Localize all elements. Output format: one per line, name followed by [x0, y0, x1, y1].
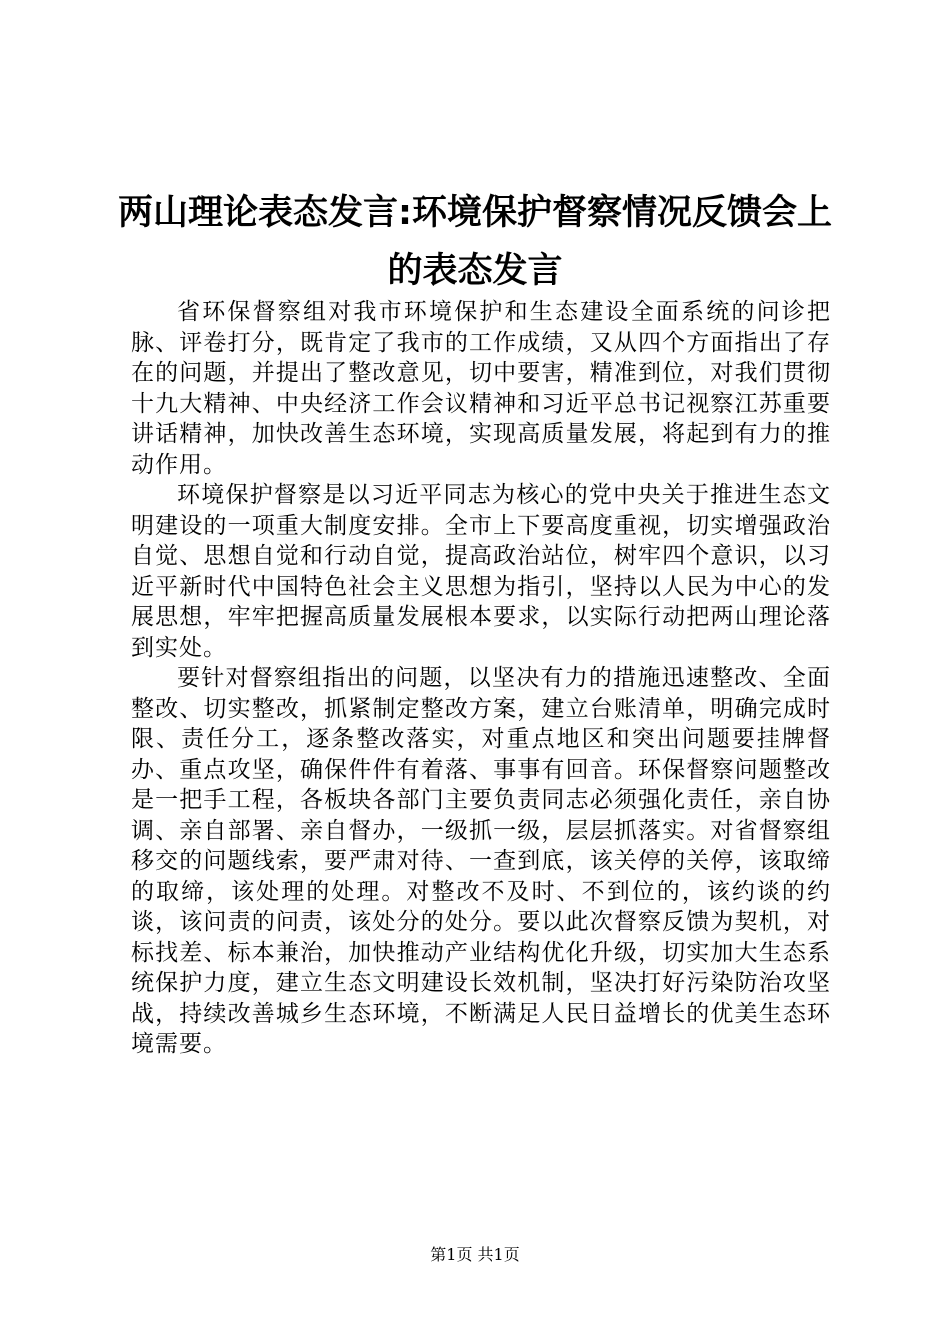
page-footer: 第1页 共1页	[430, 1245, 520, 1264]
document-title: 两山理论表态发言:环境保护督察情况反馈会上的表态发言	[118, 193, 832, 291]
paragraph-1: 省环保督察组对我市环境保护和生态建设全面系统的问诊把脉、评卷打分，既肯定了我市的工作成绩，又从四个方面指出了存在的问题，并提出了整改意见，切中要害，精准到位，对我们贯彻十九大精神、中央经济工作会议精神和习近平总书记视察江苏重要讲话精神，加快改善生态环境，实现高质量发展，将起到有力的推动作用。	[131, 299, 831, 478]
paragraph-2: 环境保护督察是以习近平同志为核心的党中央关于推进生态文明建设的一项重大制度安排。全市上下要高度重视，切实增强政治自觉、思想自觉和行动自觉，提高政治站位，树牢四个意识，以习近平新时代中国特色社会主义思想为指引，坚持以人民为中心的发展思想，牢牢把握高质量发展根本要求，以实际行动把两山理论落到实处。	[131, 482, 831, 661]
document-body	[131, 297, 831, 1060]
paragraph-3: 要针对督察组指出的问题，以坚决有力的措施迅速整改、全面整改、切实整改，抓紧制定整改方案，建立台账清单，明确完成时限、责任分工，逐条整改落实，对重点地区和突出问题要挂牌督办、重点攻坚，确保件件有着落、事事有回音。环保督察问题整改是一把手工程，各板块各部门主要负责同志必须强化责任，亲自协调、亲自部署、亲自督办，一级抓一级，层层抓落实。对省督察组移交的问题线索，要严肃对待、一查到底，该关停的关停，该取缔的取缔，该处理的处理。对整改不及时、不到位的，该约谈的约谈，该问责的问责，该处分的处分。要以此次督察反馈为契机，对标找差、标本兼治，加快推动产业结构优化升级，切实加大生态系统保护力度，建立生态文明建设长效机制，坚决打好污染防治攻坚战，持续改善城乡生态环境，不断满足人民日益增长的优美生态环境需要。	[131, 665, 831, 1057]
